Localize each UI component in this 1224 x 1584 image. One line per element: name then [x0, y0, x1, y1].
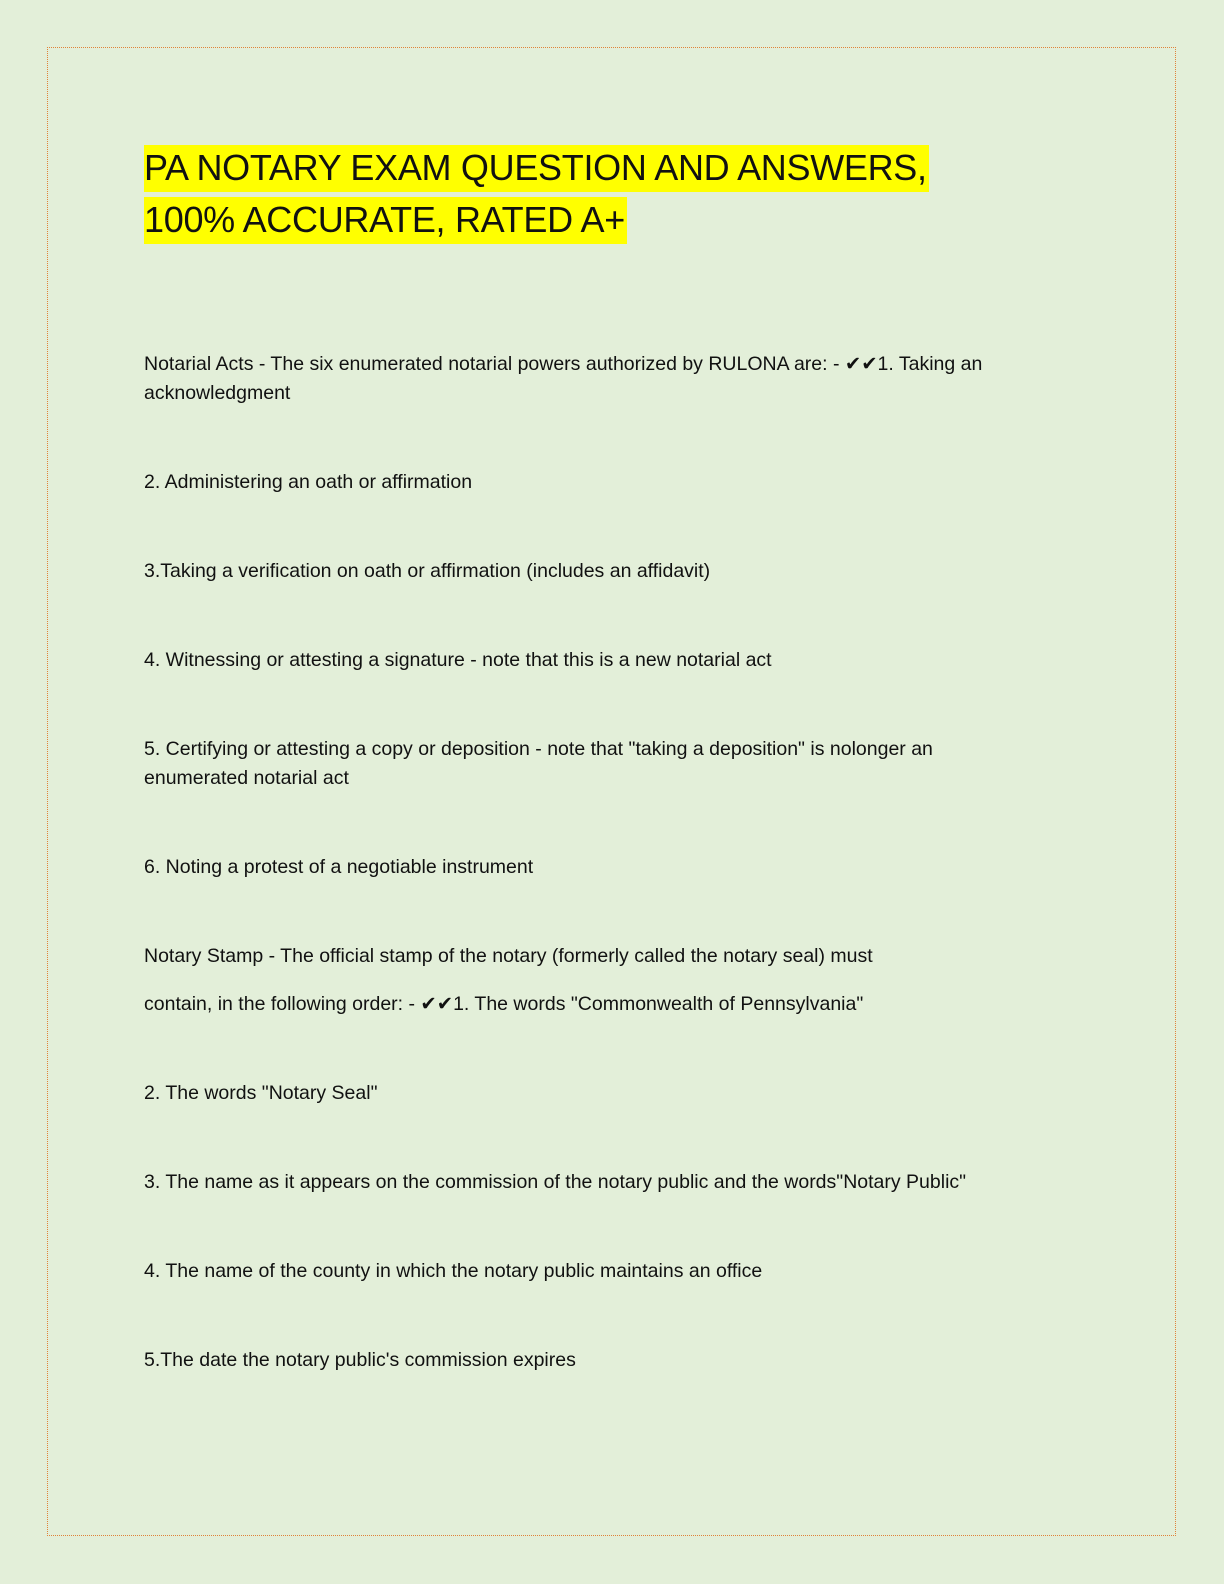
notary-stamp-item-5: 5.The date the notary public's commission expires	[144, 1349, 576, 1371]
notarial-act-5: 5. Certifying or attesting a copy or deposition - note that "taking a deposition" is nolonger an enumerated notarial act	[144, 738, 933, 789]
document-title	[144, 142, 1024, 246]
notarial-act-4: 4. Witnessing or attesting a signature - note that this is a new notarial act	[144, 649, 772, 671]
notary-stamp-question: Notary Stamp - The official stamp of the notary (formerly called the notary seal) must	[144, 945, 873, 967]
notary-stamp-answer-1: contain, in the following order: - ✔✔1. The words "Commonwealth of Pennsylvania"	[144, 993, 864, 1015]
document-body	[144, 142, 1024, 1375]
title-highlight: PA NOTARY EXAM QUESTION AND ANSWERS, 100% ACCURATE, RATED A+	[144, 145, 929, 244]
notary-stamp-item-4: 4. The name of the county in which the notary public maintains an office	[144, 1260, 763, 1282]
notarial-act-6: 6. Noting a protest of a negotiable instrument	[144, 856, 534, 878]
notarial-acts-question: Notarial Acts - The six enumerated notarial powers authorized by RULONA are: - ✔✔1. Taking an acknowledgment	[144, 353, 983, 404]
notarial-act-2: 2. Administering an oath or affirmation	[144, 471, 473, 493]
notary-stamp-item-2: 2. The words "Notary Seal"	[144, 1082, 378, 1104]
notarial-act-3: 3.Taking a verification on oath or affirmation (includes an affidavit)	[144, 560, 711, 582]
notary-stamp-item-3: 3. The name as it appears on the commission of the notary public and the words"Notary Public"	[144, 1171, 967, 1193]
